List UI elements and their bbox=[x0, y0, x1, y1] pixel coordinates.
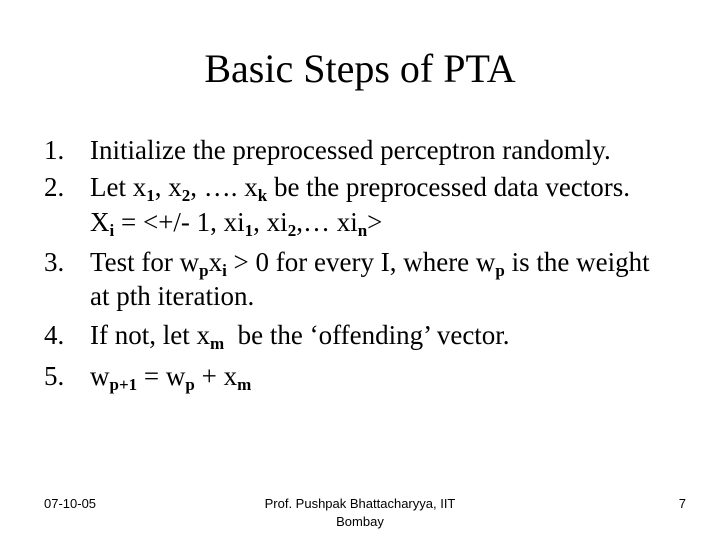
step-text bbox=[90, 318, 510, 352]
subscript: 2 bbox=[181, 186, 191, 205]
subscript: 1 bbox=[244, 221, 254, 240]
text-run: , xi bbox=[253, 207, 288, 237]
step-text: at pth iteration. bbox=[90, 281, 255, 311]
footer-author: Prof. Pushpak Bhattacharyya, IIT Bombay bbox=[264, 496, 456, 529]
text-run: If not, let x bbox=[90, 320, 210, 350]
step-text bbox=[90, 205, 382, 239]
step-text bbox=[90, 359, 251, 393]
text-run: + x bbox=[194, 361, 238, 391]
text-run: = w bbox=[137, 361, 186, 391]
step-number: 4. bbox=[44, 320, 65, 350]
step-number: 3. bbox=[44, 247, 65, 277]
subscript: i bbox=[109, 221, 115, 240]
footer-page-number: 7 bbox=[678, 496, 686, 511]
text-run: > 0 for every I, where w bbox=[226, 247, 496, 277]
subscript: 2 bbox=[287, 221, 297, 240]
text-run: = <+/- 1, xi bbox=[114, 207, 245, 237]
subscript: 1 bbox=[146, 186, 155, 205]
text-run: be the preprocessed data vectors. bbox=[267, 172, 631, 202]
subscript: k bbox=[257, 186, 268, 205]
step-number: 2. bbox=[44, 172, 65, 202]
text-run: X bbox=[90, 207, 110, 237]
text-run: , …. x bbox=[190, 172, 258, 202]
step-number: 1. bbox=[44, 135, 65, 165]
text-run: be the ‘offending’ vector. bbox=[224, 320, 510, 350]
text-run: , x bbox=[154, 172, 182, 202]
text-run: Test for w bbox=[90, 247, 200, 277]
text-run: Let x bbox=[90, 172, 147, 202]
text-run: > bbox=[367, 207, 383, 237]
subscript: p bbox=[185, 375, 195, 394]
text-run: w bbox=[90, 361, 110, 391]
step-text bbox=[90, 245, 650, 279]
footer-date: 07-10-05 bbox=[44, 496, 97, 511]
subscript: p bbox=[199, 261, 209, 280]
subscript: i bbox=[222, 261, 227, 280]
text-run: is the weight bbox=[504, 247, 650, 277]
subscript: m bbox=[209, 334, 225, 353]
subscript: p+1 bbox=[109, 375, 138, 394]
subscript: n bbox=[357, 221, 368, 240]
step-text bbox=[90, 170, 630, 204]
subscript: m bbox=[237, 375, 252, 394]
step-text: Initialize the preprocessed perceptron randomly. bbox=[90, 135, 611, 165]
slide-title: Basic Steps of PTA bbox=[204, 46, 516, 91]
text-run: x bbox=[208, 247, 223, 277]
subscript: p bbox=[495, 261, 505, 280]
step-number: 5. bbox=[44, 361, 65, 391]
text-run: ,… xi bbox=[296, 207, 358, 237]
